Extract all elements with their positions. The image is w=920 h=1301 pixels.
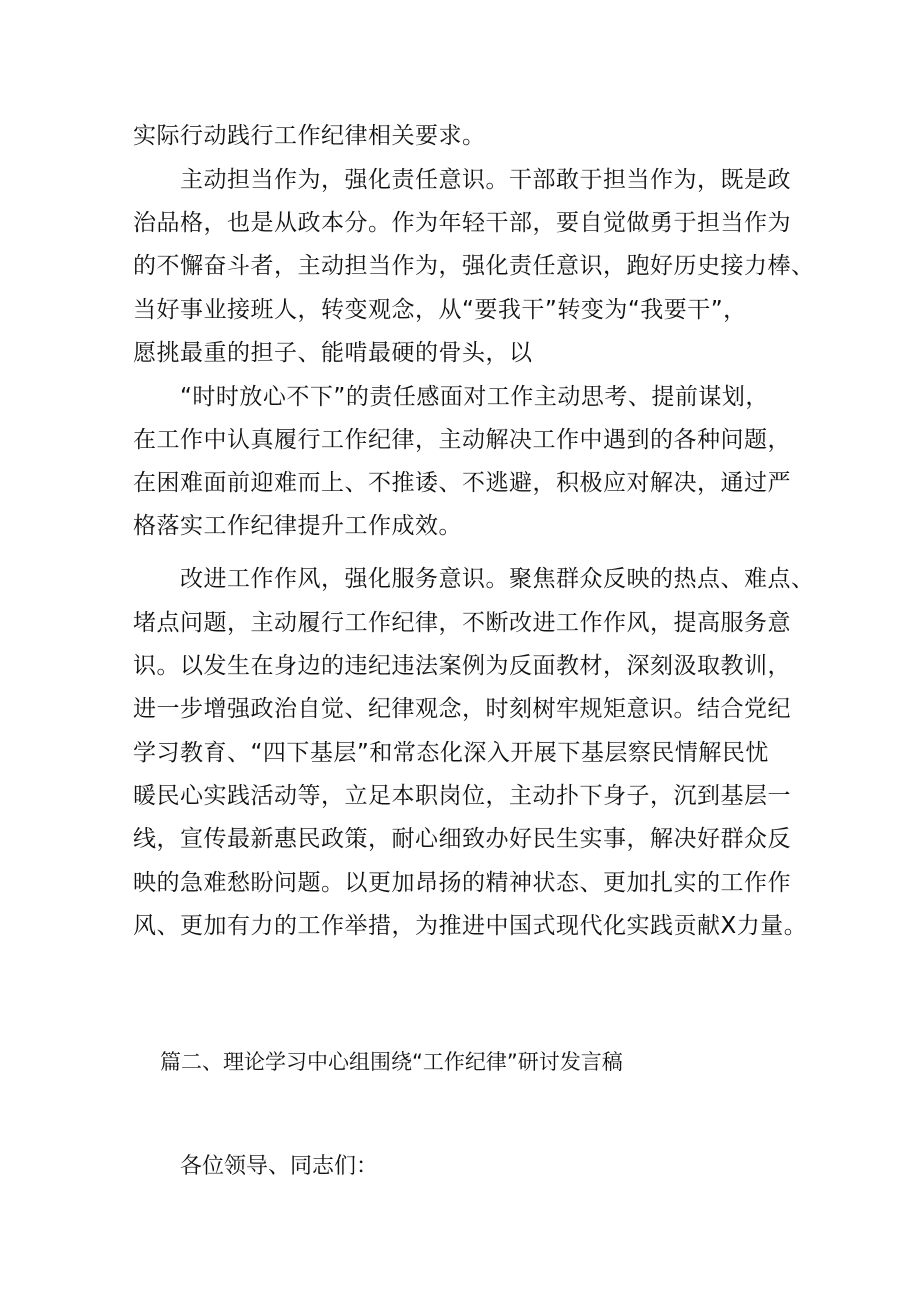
salutation: 各位领导、同志们： — [180, 1154, 379, 1179]
paragraph-line-3: 治品格，也是从政本分。作为年轻干部，要自觉做勇于担当作为 — [133, 210, 791, 236]
paragraph-line-11: 改进工作作风，强化服务意识。聚焦群众反映的热点、难点、 — [180, 566, 815, 592]
paragraph-line-1: 实际行动践行工作纪律相关要求。 — [133, 123, 486, 149]
paragraph-line-7: “时时放心不下”的责任感面对工作主动思考、提前谋划， — [180, 384, 769, 410]
paragraph-line-5: 当好事业接班人，转变观念，从“要我干”转变为“我要干”， — [133, 297, 747, 323]
paragraph-line-14: 进一步增强政治自觉、纪律观念，时刻树牢规矩意识。结合党纪 — [133, 696, 791, 722]
paragraph-line-12: 堵点问题，主动履行工作纪律，不断改进工作作风，提高服务意 — [133, 610, 791, 636]
paragraph-line-10: 格落实工作纪律提升工作成效。 — [133, 513, 462, 539]
paragraph-line-19: 风、更加有力的工作举措，为推进中国式现代化实践贡献X力量。 — [133, 913, 808, 939]
paragraph-line-8: 在工作中认真履行工作纪律，主动解决工作中遇到的各种问题， — [133, 427, 791, 453]
paragraph-line-16: 暖民心实践活动等，立足本职岗位，主动扑下身子，沉到基层一 — [133, 783, 791, 809]
paragraph-line-13: 识。以发生在身边的违纪违法案例为反面教材，深刻汲取教训， — [133, 653, 791, 679]
paragraph-line-2: 主动担当作为，强化责任意识。干部敢于担当作为，既是政 — [180, 167, 791, 193]
paragraph-line-9: 在困难面前迎难而上、不推诿、不逃避，积极应对解决，通过严 — [133, 470, 791, 496]
paragraph-line-17: 线，宣传最新惠民政策，耐心细致办好民生实事，解决好群众反 — [133, 826, 791, 852]
paragraph-line-4: 的不懈奋斗者，主动担当作为，强化责任意识，跑好历史接力棒、 — [133, 253, 815, 279]
section-title: 篇二、理论学习中心组围绕“工作纪律”研讨发言稿 — [160, 1050, 623, 1074]
paragraph-line-18: 映的急难愁盼问题。以更加昂扬的精神状态、更加扎实的工作作 — [133, 870, 791, 896]
paragraph-line-15: 学习教育、“四下基层”和常态化深入开展下基层察民情解民忧 — [133, 740, 769, 766]
paragraph-line-6: 愿挑最重的担子、能啃最硬的骨头，以 — [133, 340, 533, 366]
